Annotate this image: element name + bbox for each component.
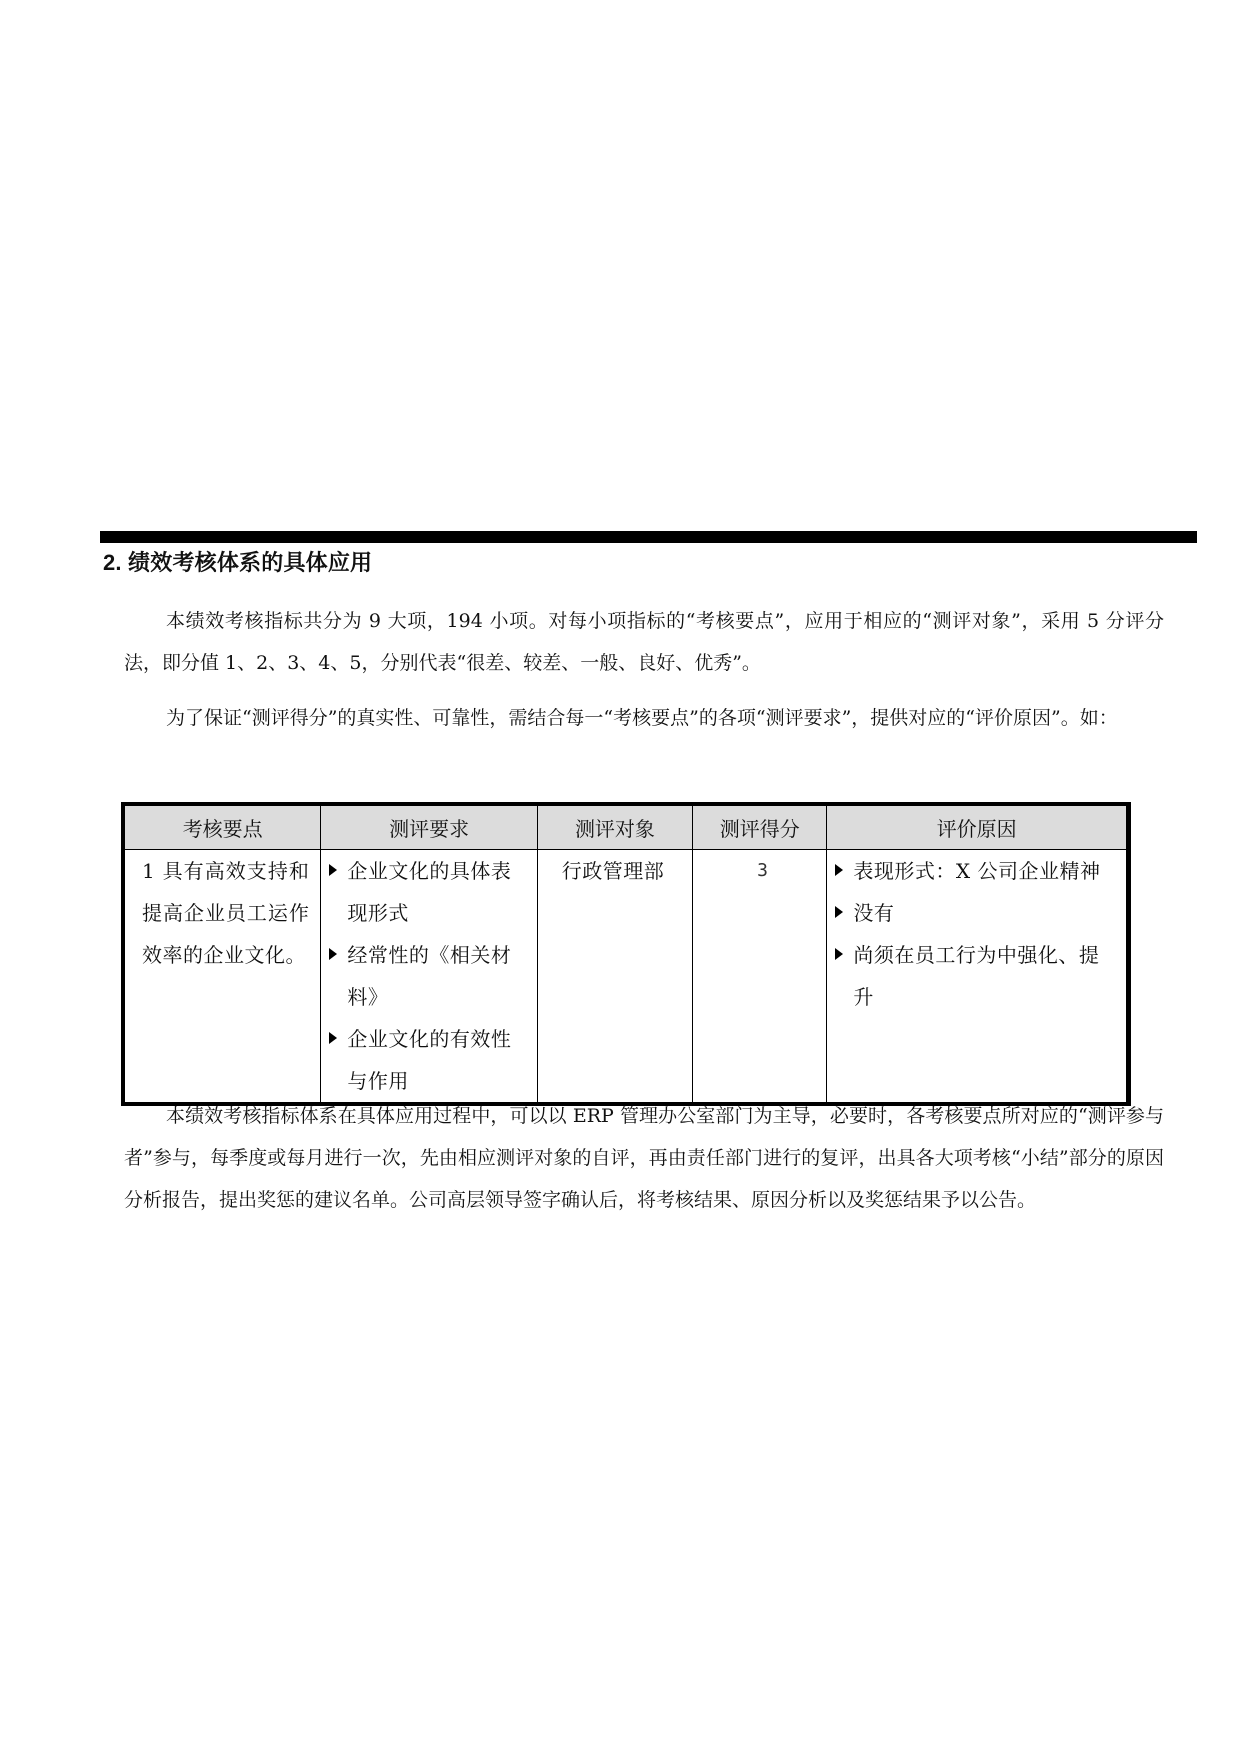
reason-text: 没有 [853, 901, 895, 925]
assessment-table [121, 802, 1131, 1106]
intro-paragraph: 本绩效考核指标共分为 9 大项，194 小项。对每小项指标的“考核要点”，应用于相应的“测评对象”，采用 5 分评分法，即分值 1、2、3、4、5，分别代表“很差、较差、一般、良好、优秀”。 [124, 610, 1164, 674]
triangle-right-icon [329, 948, 337, 960]
requirement-item [329, 934, 525, 1018]
evaluation-reasons-cell [827, 850, 1127, 1103]
header-evaluation-reason: 评价原因 [827, 806, 1127, 850]
table-header-row [125, 806, 1127, 850]
triangle-right-icon [835, 948, 843, 960]
requirement-item [329, 1018, 525, 1102]
evaluation-target-cell: 行政管理部 [537, 850, 692, 1103]
application-paragraph: 本绩效考核指标体系在具体应用过程中，可以以 ERP 管理办公室部门为主导，必要时，各考核要点所对应的“测评参与者”参与，每季度或每月进行一次，先由相应测评对象的自评，再由责任部门进行的复评，出具各大项考核“小结”部分的原因分析报告，提出奖惩的建议名单。公司高层领导签字确认后，将考核结果、原因分析以及奖惩结果予以公告。 [124, 1105, 1164, 1211]
requirement-text: 企业文化的有效性与作用 [347, 1027, 512, 1093]
assessment-table-grid [124, 805, 1127, 1103]
triangle-right-icon [835, 864, 843, 876]
evaluation-requirements-cell [321, 850, 537, 1103]
reason-text: 尚须在员工行为中强化、提升 [853, 943, 1100, 1009]
requirement-item [329, 850, 525, 934]
assessment-point-cell: 1 具有高效支持和提高企业员工运作效率的企业文化。 [125, 850, 321, 1103]
header-assessment-point: 考核要点 [125, 806, 321, 850]
evaluation-paragraph: 为了保证“测评得分”的真实性、可靠性，需结合每一“考核要点”的各项“测评要求”，提供对应的“评价原因”。如： [166, 707, 1118, 729]
section-divider-bar [100, 531, 1197, 543]
requirement-text: 经常性的《相关材料》 [347, 943, 512, 1009]
reason-item [835, 892, 1115, 934]
reason-text: 表现形式：X 公司企业精神 [853, 859, 1101, 883]
header-evaluation-score: 测评得分 [693, 806, 827, 850]
triangle-right-icon [329, 864, 337, 876]
section-title: 2. 绩效考核体系的具体应用 [103, 550, 373, 575]
header-evaluation-requirement: 测评要求 [321, 806, 537, 850]
evaluation-score-cell: 3 [693, 850, 827, 1103]
reason-item [835, 934, 1115, 1018]
requirement-text: 企业文化的具体表现形式 [347, 859, 512, 925]
triangle-right-icon [835, 906, 843, 918]
header-evaluation-target: 测评对象 [537, 806, 692, 850]
table-row [125, 850, 1127, 1103]
triangle-right-icon [329, 1032, 337, 1044]
reason-item [835, 850, 1115, 892]
